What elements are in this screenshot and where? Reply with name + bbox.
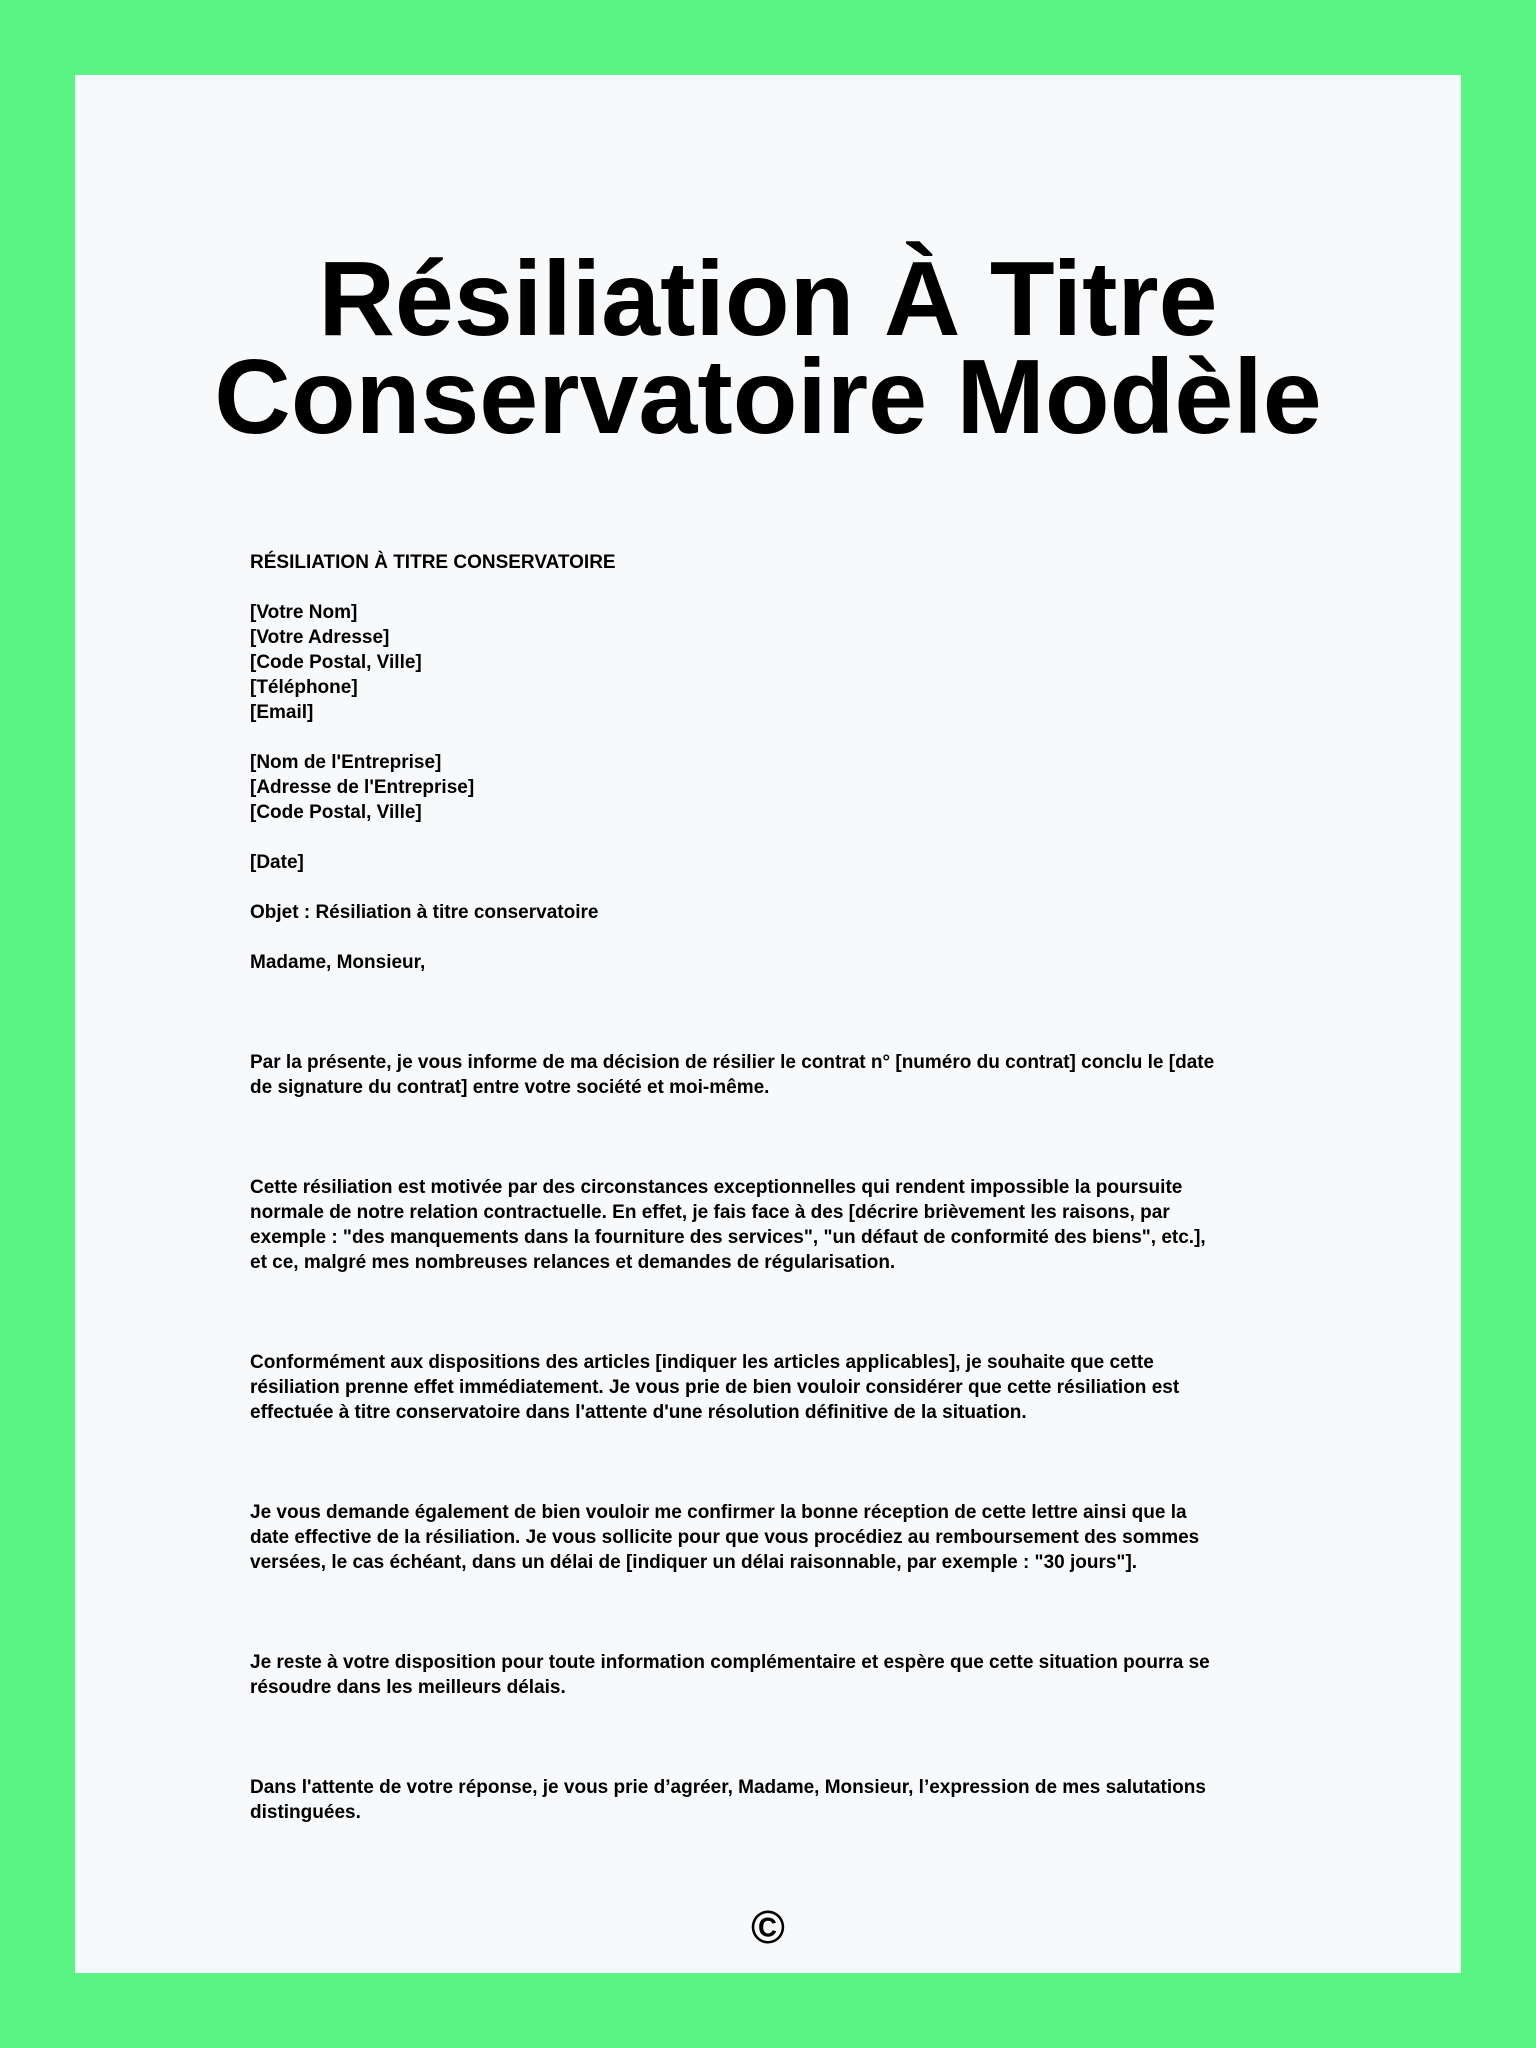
document-page (75, 75, 1461, 1973)
paragraph-1 (250, 1050, 1290, 1100)
sender-name: [Votre Nom] (250, 602, 358, 623)
letter-date: [Date] (250, 852, 304, 873)
paragraph-line: effectuée à titre conservatoire dans l'attente d'une résolution définitive de la situation. (250, 1402, 1027, 1423)
paragraph-line: Je vous demande également de bien vouloir me confirmer la bonne réception de cette lettre ainsi que la (250, 1502, 1187, 1523)
sender-block (250, 600, 1290, 725)
paragraph-line: versées, le cas échéant, dans un délai de [indiquer un délai raisonnable, par exemple : "30 jours"]. (250, 1552, 1138, 1573)
sender-postal-city: [Code Postal, Ville] (250, 652, 422, 673)
paragraph-line: et ce, malgré mes nombreuses relances et demandes de régularisation. (250, 1252, 896, 1273)
paragraph-6 (250, 1775, 1290, 1825)
paragraph-4 (250, 1500, 1290, 1575)
paragraph-line: date effective de la résiliation. Je vous sollicite pour que vous procédiez au remboursement des sommes (250, 1527, 1200, 1548)
paragraph-line: résoudre dans les meilleurs délais. (250, 1677, 566, 1698)
paragraph-line: Conformément aux dispositions des articles [indiquer les articles applicables], je souhaite que cette (250, 1352, 1154, 1373)
sender-address: [Votre Adresse] (250, 627, 390, 648)
paragraph-line: résiliation prenne effet immédiatement. Je vous prie de bien vouloir considérer que cette résiliation est (250, 1377, 1180, 1398)
paragraph-line: distinguées. (250, 1802, 361, 1823)
recipient-company: [Nom de l'Entreprise] (250, 752, 442, 773)
sender-phone: [Téléphone] (250, 677, 358, 698)
title-line-2: Conservatoire Modèle (214, 338, 1322, 456)
recipient-address: [Adresse de l'Entreprise] (250, 777, 475, 798)
letter-heading: RÉSILIATION À TITRE CONSERVATOIRE (250, 552, 616, 573)
recipient-block (250, 750, 1290, 825)
letter-body (250, 550, 1290, 1825)
copyright-icon: © (751, 1901, 785, 1953)
title-line-1: Résiliation À Titre (318, 240, 1218, 358)
paragraph-line: normale de notre relation contractuelle. En effet, je fais face à des [décrire brièvement les raisons, par (250, 1202, 1170, 1223)
paragraph-line: Dans l'attente de votre réponse, je vous prie d’agréer, Madame, Monsieur, l’expression de mes salutations (250, 1777, 1206, 1798)
paragraph-3 (250, 1350, 1290, 1425)
paragraph-5 (250, 1650, 1290, 1700)
recipient-postal-city: [Code Postal, Ville] (250, 802, 422, 823)
page-title (75, 240, 1461, 456)
paragraph-line: exemple : "des manquements dans la fourniture des services", "un défaut de conformité des biens", etc.], (250, 1227, 1206, 1248)
paragraph-2 (250, 1175, 1290, 1275)
paragraph-line: Cette résiliation est motivée par des circonstances exceptionnelles qui rendent impossible la poursuite (250, 1177, 1183, 1198)
letter-salutation: Madame, Monsieur, (250, 952, 426, 973)
sender-email: [Email] (250, 702, 314, 723)
paragraph-line: Par la présente, je vous informe de ma décision de résilier le contrat n° [numéro du contrat] conclu le [date (250, 1052, 1215, 1073)
paragraph-line: de signature du contrat] entre votre société et moi-même. (250, 1077, 770, 1098)
paragraph-line: Je reste à votre disposition pour toute information complémentaire et espère que cette situation pourra se (250, 1652, 1210, 1673)
letter-subject: Objet : Résiliation à titre conservatoire (250, 902, 599, 923)
